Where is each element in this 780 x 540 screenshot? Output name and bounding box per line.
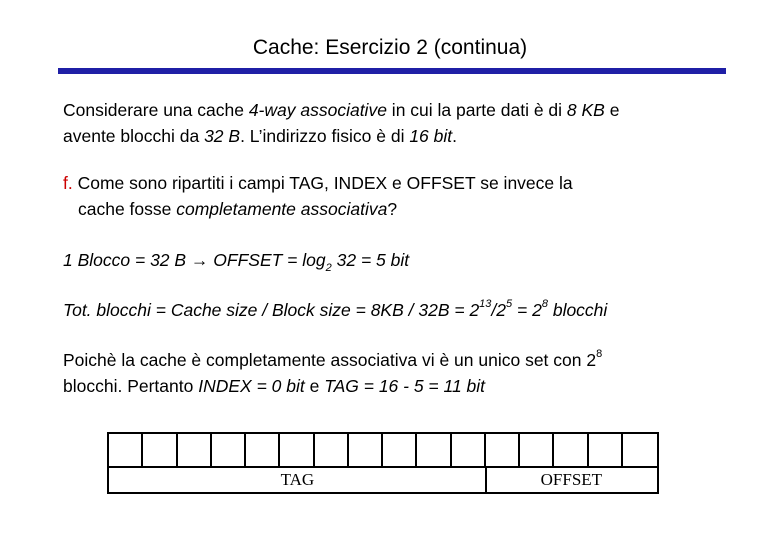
bit-cell — [109, 434, 143, 466]
question-text: ? — [387, 199, 398, 219]
exponent: 5 — [506, 298, 513, 310]
exponent: 8 — [541, 298, 548, 310]
tag-result: TAG = 16 - 5 = 11 bit — [324, 376, 486, 396]
total-blocks-line — [63, 297, 607, 323]
bit-cell — [554, 434, 588, 466]
intro-line-2 — [63, 123, 619, 149]
intro-paragraph — [63, 97, 619, 149]
bit-cell — [383, 434, 417, 466]
total-text: blocchi — [547, 300, 608, 320]
page-title: Cache: Esercizio 2 (continua) — [252, 36, 528, 59]
bit-cell — [178, 434, 212, 466]
intro-emph-address: 16 bit — [409, 126, 453, 146]
conclusion-line-2 — [63, 373, 602, 399]
bit-cell — [315, 434, 349, 466]
bit-cell — [280, 434, 314, 466]
address-bit-table — [107, 432, 659, 494]
log-base: 2 — [325, 262, 332, 274]
bit-cell — [589, 434, 623, 466]
question-emph: completamente associativa — [176, 199, 388, 219]
conclusion-text: blocchi. Pertanto — [63, 376, 199, 396]
bit-cell — [520, 434, 554, 466]
intro-text: e — [604, 100, 620, 120]
tag-offset-divider — [485, 466, 487, 492]
bit-cell — [486, 434, 520, 466]
bit-cell — [417, 434, 451, 466]
total-text: /2 — [491, 300, 507, 320]
total-text: = 2 — [512, 300, 542, 320]
intro-emph-associativity: 4-way associative — [248, 100, 387, 120]
question-text: Come sono ripartiti i campi TAG, INDEX e OFFSET se invece la — [72, 173, 573, 193]
intro-text: in cui la parte dati è di — [386, 100, 567, 120]
question-f — [63, 170, 573, 222]
intro-text: . — [452, 126, 458, 146]
question-text: cache fosse — [78, 199, 177, 219]
intro-text: . L’indirizzo fisico è di — [240, 126, 410, 146]
intro-text: Considerare una cache — [63, 100, 249, 120]
conclusion-text: Poichè la cache è completamente associativa vi è un unico set con 2 — [63, 350, 597, 370]
conclusion-line-1 — [63, 347, 602, 373]
intro-line-1 — [63, 97, 619, 123]
exponent: 13 — [479, 298, 492, 310]
offset-line — [63, 247, 409, 273]
exponent: 8 — [596, 348, 603, 360]
index-result: INDEX = 0 bit — [198, 376, 310, 396]
intro-text: avente blocchi da — [63, 126, 205, 146]
offset-field-label: OFFSET — [540, 470, 603, 489]
table-divider — [109, 466, 657, 468]
bit-cell — [212, 434, 246, 466]
intro-emph-size: 8 KB — [566, 100, 605, 120]
offset-text: 1 Blocco = 32 B → OFFSET = log — [63, 250, 326, 270]
bit-cell — [452, 434, 486, 466]
conclusion-paragraph — [63, 347, 602, 399]
bit-cell — [349, 434, 383, 466]
conclusion-text: e — [309, 376, 325, 396]
question-line-2 — [63, 196, 573, 222]
question-line-1 — [63, 170, 573, 196]
bit-cell — [246, 434, 280, 466]
intro-emph-block: 32 B — [204, 126, 241, 146]
offset-result: 32 = 5 bit — [331, 250, 410, 270]
bit-cell — [623, 434, 657, 466]
bit-cell — [143, 434, 177, 466]
tag-field-label: TAG — [280, 470, 315, 489]
question-letter: f. — [63, 173, 73, 193]
title-underline — [58, 68, 726, 74]
total-text: Tot. blocchi = Cache size / Block size = 8KB / 32B = 2 — [63, 300, 480, 320]
